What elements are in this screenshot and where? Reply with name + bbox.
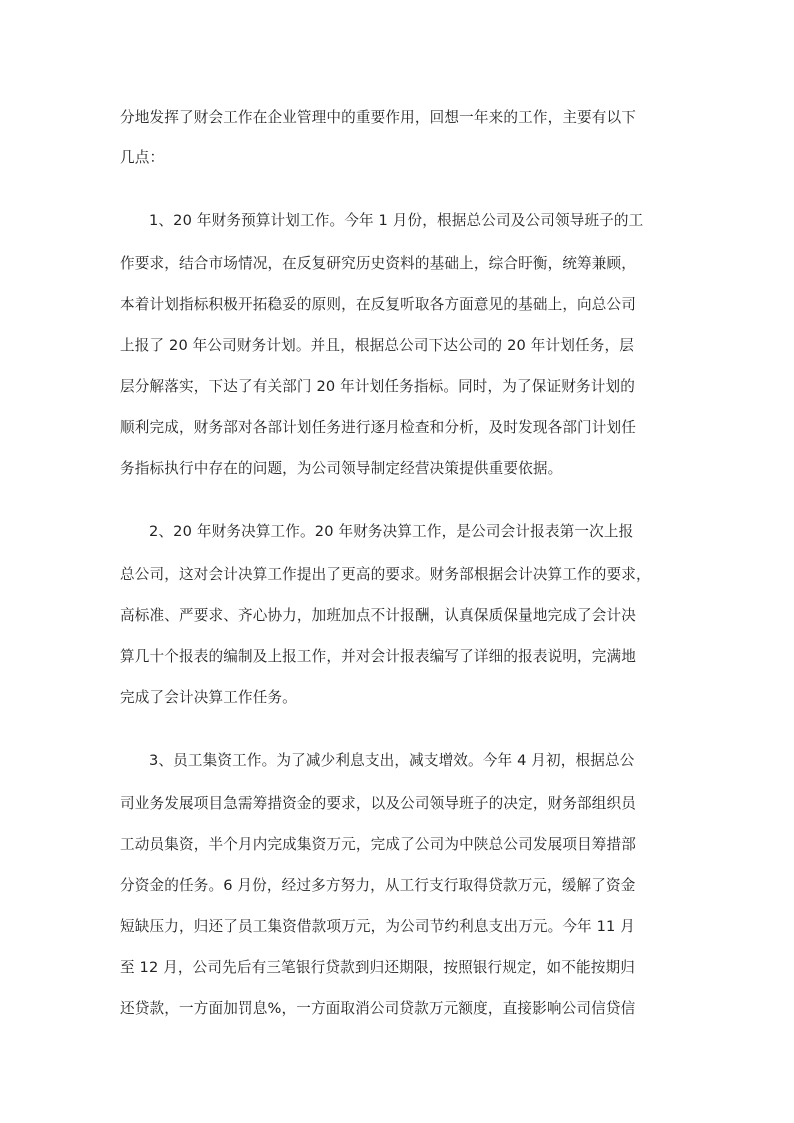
text-line: 至 12 月，公司先后有三笔银行贷款到归还期限，按照银行规定，如不能按期归 — [120, 959, 635, 976]
text-line: 顺利完成，财务部对各部计划任务进行逐月检查和分析，及时发现各部门计划任 — [120, 419, 637, 436]
text-line: 分地发挥了财会工作在企业管理中的重要作用，回想一年来的工作，主要有以下 — [120, 109, 637, 126]
text-line: 1、20 年财务预算计划工作。今年 1 月份，根据总公司及公司领导班子的工 — [149, 212, 644, 229]
text-line: 层分解落实，下达了有关部门 20 年计划任务指标。同时，为了保证财务计划的 — [120, 378, 635, 395]
text-line: 完成了会计决算工作任务。 — [120, 689, 297, 706]
text-line: 分资金的任务。6 月份，经过多方努力，从工行支行取得贷款万元，缓解了资金 — [120, 877, 636, 894]
text-line: 上报了 20 年公司财务计划。并且，根据总公司下达公司的 20 年计划任务，层 — [120, 337, 634, 354]
text-line: 还贷款，一方面加罚息%，一方面取消公司贷款万元额度，直接影响公司信贷信 — [120, 1000, 636, 1017]
text-line: 司业务发展项目急需筹措资金的要求，以及公司领导班子的决定，财务部组织员 — [120, 795, 637, 812]
text-line: 工动员集资，半个月内完成集资万元，完成了公司为中陕总公司发展项目筹措部 — [120, 836, 637, 853]
text-line: 总公司，这对会计决算工作提出了更高的要求。财务部根据会计决算工作的要求， — [120, 566, 651, 583]
text-line: 短缺压力，归还了员工集资借款项万元，为公司节约利息支出万元。今年 11 月 — [120, 918, 635, 935]
text-line: 算几十个报表的编制及上报工作，并对会计报表编写了详细的报表说明，完满地 — [120, 648, 637, 665]
text-line: 务指标执行中存在的问题，为公司领导制定经营决策提供重要依据。 — [120, 460, 563, 477]
text-line: 高标准、严要求、齐心协力，加班加点不计报酬，认真保质保量地完成了会计决 — [120, 607, 637, 624]
text-line: 3、员工集资工作。为了减少利息支出，减支增效。今年 4 月初，根据总公 — [149, 752, 635, 769]
text-line: 本着计划指标积极开拓稳妥的原则，在反复听取各方面意见的基础上，向总公司 — [120, 296, 637, 313]
text-line: 作要求，结合市场情况，在反复研究历史资料的基础上，综合盱衡，统筹兼顾， — [120, 255, 637, 272]
text-line: 2、20 年财务决算工作。20 年财务决算工作，是公司会计报表第一次上报 — [149, 523, 634, 540]
text-line: 几点： — [120, 149, 165, 166]
